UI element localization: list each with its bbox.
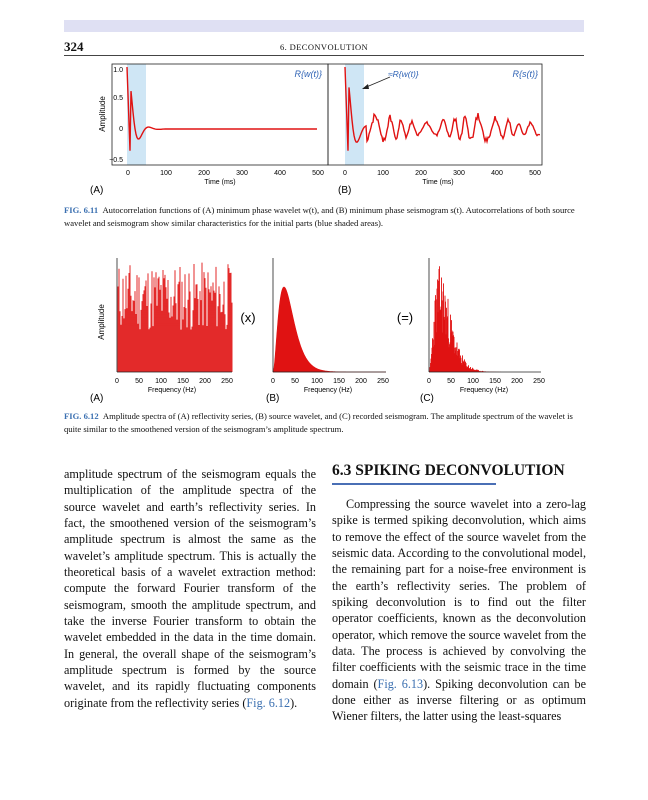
fig611b-trace (345, 67, 540, 151)
fig611a-ytick-1: 1.0 (113, 67, 123, 74)
fig612b-tag: (B) (266, 393, 280, 404)
fig612a-tag: (A) (90, 393, 104, 404)
fig611a-xtick-5: 400 (274, 170, 286, 177)
fig612-panel-c (420, 258, 545, 404)
fig611b-xtick-1: 0 (343, 170, 347, 177)
fig611b-xtick-2: 100 (377, 170, 389, 177)
figure-6-12-caption (64, 410, 586, 435)
fig611a-xtick-2: 100 (160, 170, 172, 177)
section-heading-rule (332, 483, 496, 485)
section-heading (332, 462, 586, 480)
figure-6-11-label: FIG. 6.11 (64, 205, 99, 215)
fig612c-xtick-6: 250 (533, 378, 545, 385)
fig611a-trace (127, 67, 317, 151)
fig612a-spectrum (118, 263, 232, 372)
figure-6-12-caption-text: Amplitude spectra of (A) reflectivity series, (B) source wavelet, and (C) recorded seismogram. The amplitude spectrum of the wavelet is quite similar to the smoothened version of the seismogram’s amplitude spectrum. (64, 411, 573, 434)
left-paragraph-text: amplitude spectrum of the seismogram equals the multiplication of the amplitude spectra of the source wavelet and earth’s reflectivity series. In fact, the smoothened version of the seismogram’s amplitude spectrum is almost the same as the wavelet’s amplitude spectrum. This is actually the theoretical basis of a wavelet extraction method: compute the forward Fourier transform of the seismogram, smooth the amplitude spectrum, and take the inverse Fourier transform to obtain the wavelet embedded in the data in the time domain. In general, the overall shape of the seismogram’s amplitude spectrum is formed by the source wavelet, and its rapidly fluctuating components originate from the reflectivity series (64, 467, 316, 710)
right-paragraph-text-2: Spiking deconvolution can be done either as inverse filtering or as optimum Wiener filters, the latter using the least-squares (332, 676, 586, 724)
fig611a-ylabel: Amplitude (98, 96, 107, 132)
fig612a-xtick-5: 200 (199, 378, 211, 385)
fig612b-xtick-5: 200 (355, 378, 367, 385)
fig612a-xtick-4: 150 (177, 378, 189, 385)
fig611-panel-b (328, 64, 542, 196)
fig612b-xlabel: Frequency (Hz) (303, 387, 353, 394)
fig612-panel-a (90, 258, 233, 404)
fig612c-xtick-3: 100 (467, 378, 479, 385)
figure-6-12 (0, 250, 648, 410)
fig611b-series-label: R{s(t)} (512, 69, 538, 79)
fig612a-xtick-3: 100 (155, 378, 167, 385)
fig612a-xtick-1: 0 (115, 378, 119, 385)
fig612c-xtick-1: 0 (427, 378, 431, 385)
right-column-paragraph: Compressing the source wavelet into a zero-lag spike is termed spiking deconvolution, which aims to remove the effect of the source wavelet from the seismic data. According to the convolutional model, the remaining part for a noise-free environment is the earth’s reflectivity series. The problem of spiking deconvolution is to find out the filter operator coefficients, known as the deconvolution operator, which remove the source wavelet from the data. The process is achieved by convolving the filter coefficients with the seismic trace in the time domain (Fig. 6.13). Spiking deconvolution can be done either as inverse filtering or as optimum Wiener filters, the latter using the least-squares (332, 497, 586, 724)
fig611a-ytick-4: −0.5 (109, 157, 123, 164)
fig611a-ytick-2: 0.5 (113, 95, 123, 102)
fig611b-xtick-5: 400 (491, 170, 503, 177)
fig611a-xtick-1: 0 (126, 170, 130, 177)
fig612-operator-equals: (=) (396, 310, 414, 325)
fig612c-xlabel: Frequency (Hz) (459, 387, 509, 394)
fig611b-approx-label: ≈R{w(t)} (388, 69, 419, 79)
fig612b-xtick-6: 250 (377, 378, 389, 385)
fig612b-xtick-3: 100 (311, 378, 323, 385)
fig611a-xtick-4: 300 (236, 170, 248, 177)
fig611b-xtick-4: 300 (453, 170, 465, 177)
fig612a-xtick-2: 50 (135, 378, 143, 385)
fig612a-xlabel: Frequency (Hz) (147, 387, 197, 394)
left-column-paragraph: amplitude spectrum of the seismogram equals the multiplication of the amplitude spectra of the source wavelet and earth’s reflectivity series. In fact, the smoothened version of the seismogram’s amplitude spectrum is almost the same as the wavelet’s amplitude spectrum. This is actually the theoretical basis of a wavelet extraction method: compute the forward Fourier transform of the seismogram, smooth the amplitude spectrum, and take the inverse Fourier transform to obtain the wavelet embedded in the data in the time domain. In general, the overall shape of the seismogram’s amplitude spectrum is formed by the source wavelet, and its rapidly fluctuating components originate from the reflectivity series (Fig. 6.12). (64, 467, 316, 710)
fig-6-13-link[interactable]: Fig. 6.13 (377, 676, 424, 691)
fig612c-tag: (C) (420, 393, 434, 404)
fig611b-xtick-3: 200 (415, 170, 427, 177)
header-bar (64, 20, 584, 32)
fig611a-xtick-6: 500 (312, 170, 324, 177)
fig612-panel-b (266, 258, 389, 404)
section-title: SPIKING DECONVOLUTION (355, 462, 565, 479)
fig611b-tag: (B) (338, 185, 352, 196)
fig-6-12-link[interactable]: Fig. 6.12 (246, 695, 291, 710)
page-number: 324 (64, 39, 84, 54)
fig611b-xtick-6: 500 (529, 170, 541, 177)
figure-6-11 (0, 58, 648, 198)
header-rule (64, 55, 584, 56)
fig612c-xtick-2: 50 (447, 378, 455, 385)
fig612a-xtick-6: 250 (221, 378, 233, 385)
fig612c-xtick-5: 200 (511, 378, 523, 385)
fig611a-xlabel: Time (ms) (204, 179, 236, 186)
section-number: 6.3 (332, 462, 352, 479)
fig611b-xlabel: Time (ms) (422, 179, 454, 186)
fig611a-xtick-3: 200 (198, 170, 210, 177)
fig612b-spectrum (273, 287, 386, 372)
running-head: 6. DECONVOLUTION (279, 42, 369, 52)
fig612b-xtick-2: 50 (291, 378, 299, 385)
fig611-panel-a (90, 64, 328, 196)
fig612c-xtick-4: 150 (489, 378, 501, 385)
fig612-operator-multiply: (x) (240, 310, 256, 325)
figure-6-12-label: FIG. 6.12 (64, 411, 99, 421)
fig612c-spectrum (429, 266, 541, 372)
fig611a-tag: (A) (90, 185, 104, 196)
fig612b-xtick-4: 150 (333, 378, 345, 385)
fig611a-ytick-3: 0 (119, 126, 123, 133)
fig612-ylabel: Amplitude (97, 304, 106, 340)
fig611a-series-label: R{w(t)} (294, 69, 322, 79)
right-paragraph-text-1: Compressing the source wavelet into a zero-lag spike is termed spiking deconvolution, which aims to remove the effect of the source wavelet from the seismic data. According to the convolutional model, the remaining part for a noise-free environment is the earth’s reflectivity series. The problem of spiking deconvolution is to find out the filter operator coefficients, known as the deconvolution operator, which remove the source wavelet from the data. The process is achieved by convolving the filter coefficients with the seismic trace in the time domain (332, 497, 586, 691)
figure-6-11-caption (64, 204, 586, 229)
figure-6-11-caption-text: Autocorrelation functions of (A) minimum phase wavelet w(t), and (B) minimum phase seismogram s(t). Autocorrelations of both source wavelet and seismogram show similar characteristics for the initial parts (blue shaded areas). (64, 205, 575, 228)
fig612b-xtick-1: 0 (271, 378, 275, 385)
